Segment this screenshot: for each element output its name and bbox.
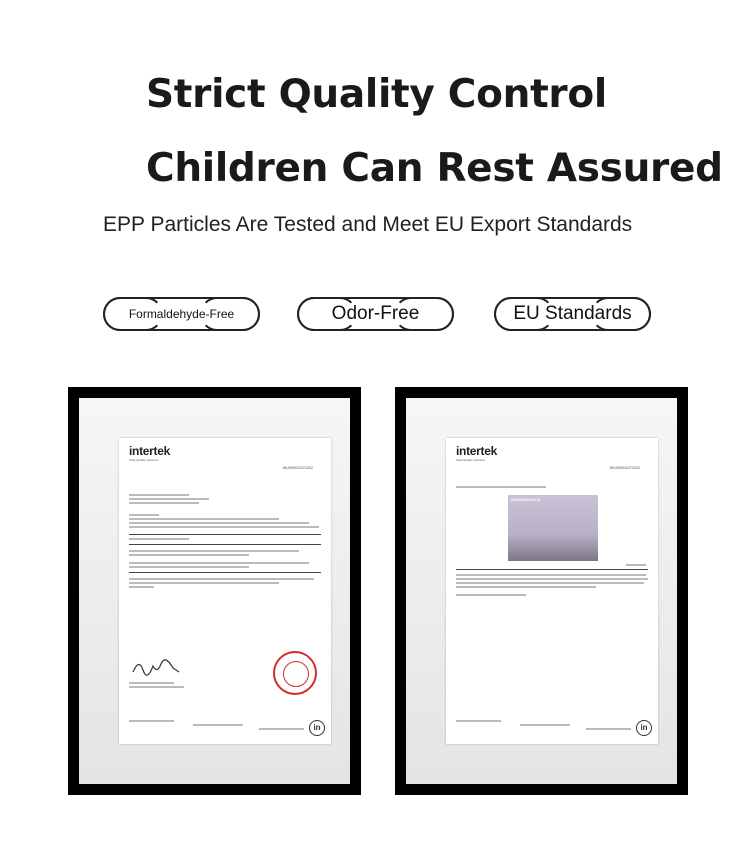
accreditation-logo-icon: in <box>636 720 652 736</box>
table-rule <box>129 544 321 545</box>
text-line <box>456 586 596 588</box>
text-line <box>129 514 159 516</box>
feature-label: Formaldehyde-Free <box>128 307 235 321</box>
text-line <box>456 582 644 584</box>
text-line <box>129 494 189 496</box>
text-line <box>129 586 154 588</box>
feature-badge-odor-free <box>297 297 454 331</box>
text-line <box>586 728 631 730</box>
logo-tagline: Total Quality. Assured. <box>456 458 486 462</box>
text-line <box>129 522 309 524</box>
report-number: WUXH00112711D2 <box>282 466 313 470</box>
text-line <box>456 486 546 488</box>
text-line <box>129 686 184 688</box>
frame-mat <box>79 398 350 784</box>
text-line <box>129 526 319 528</box>
accreditation-logo-icon: in <box>309 720 325 736</box>
certificate-frame-2 <box>395 387 688 795</box>
text-line <box>129 518 279 520</box>
text-line <box>129 498 209 500</box>
headline-line-1: Strict Quality Control <box>146 72 607 117</box>
text-line <box>456 594 526 596</box>
text-line <box>129 554 249 556</box>
text-line <box>259 728 304 730</box>
feature-badge-eu-standards <box>494 297 651 331</box>
subtitle: EPP Particles Are Tested and Meet EU Export Standards <box>103 213 633 236</box>
text-line <box>456 574 646 576</box>
text-line <box>129 566 249 568</box>
intertek-logo: intertek <box>129 444 170 458</box>
text-line <box>129 582 279 584</box>
text-line <box>129 562 309 564</box>
text-line <box>129 682 174 684</box>
test-report-document <box>119 438 331 744</box>
text-line <box>129 578 314 580</box>
text-line <box>626 564 646 566</box>
logo-tagline: Total Quality. Assured. <box>129 458 159 462</box>
sample-label: WUXH00112711 <box>511 497 541 502</box>
certificate-frame-1 <box>68 387 361 795</box>
feature-badge-formaldehyde-free <box>103 297 260 331</box>
intertek-logo: intertek <box>456 444 497 458</box>
frame-mat <box>406 398 677 784</box>
text-line <box>129 550 299 552</box>
text-line <box>129 502 199 504</box>
headline-line-2: Children Can Rest Assured <box>146 146 723 191</box>
test-report-document <box>446 438 658 744</box>
text-line <box>520 724 570 726</box>
table-rule <box>456 569 648 570</box>
red-seal-stamp-icon <box>273 651 317 695</box>
text-line <box>129 720 174 722</box>
signature-icon <box>131 656 181 678</box>
text-line <box>193 724 243 726</box>
report-number: WUXH00112711D2 <box>609 466 640 470</box>
feature-label: Odor-Free <box>331 303 420 324</box>
text-line <box>129 538 189 540</box>
table-rule <box>129 572 321 573</box>
feature-label: EU Standards <box>513 303 632 324</box>
text-line <box>456 720 501 722</box>
sample-photo-image <box>508 495 598 561</box>
table-rule <box>129 534 321 535</box>
text-line <box>456 578 648 580</box>
